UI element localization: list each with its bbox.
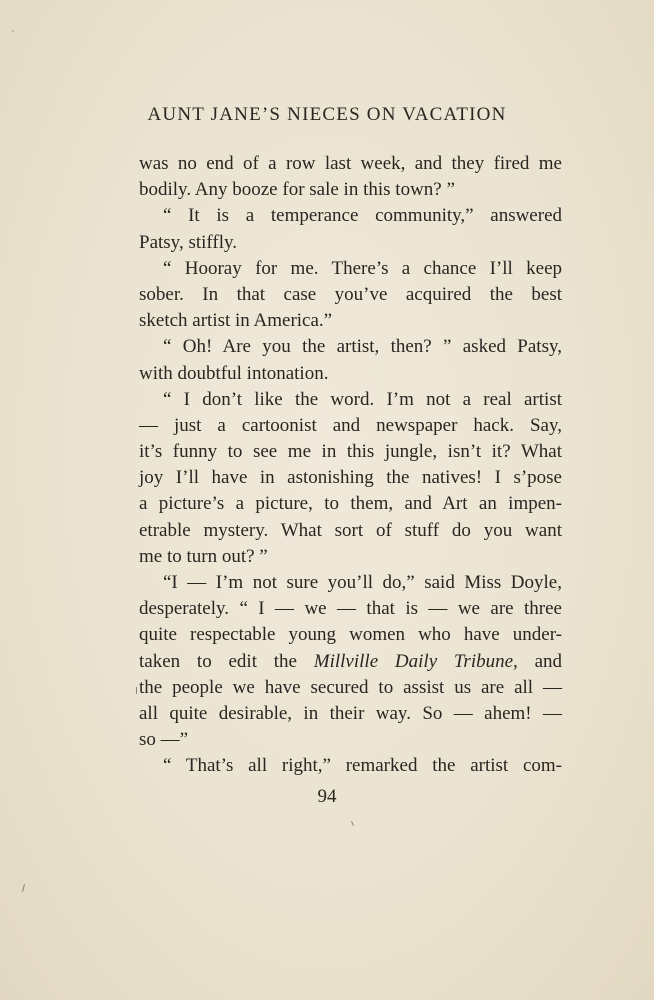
- text-line: “ It is a temperance community,” answered: [163, 205, 562, 227]
- text-line: desperately. “ I — we — that is — we are three: [139, 598, 562, 620]
- body-text: [139, 151, 562, 780]
- text-line: Patsy, stiffly.: [139, 231, 237, 253]
- paper-speck: [136, 687, 137, 694]
- text-line: “I — I’m not sure you’ll do,” said Miss Doyle,: [163, 572, 562, 593]
- text-line: me to turn out? ”: [139, 545, 268, 567]
- paper-speck: [22, 884, 25, 892]
- text-line: bodily. Any booze for sale in this town? ”: [139, 179, 455, 201]
- text-line: the people we have secured to assist us are all —: [139, 676, 562, 698]
- text-line: etrable mystery. What sort of stuff do you want: [139, 519, 562, 541]
- text-line: — just a cartoonist and newspaper hack. Say,: [139, 414, 562, 436]
- text-line: “ Hooray for me. There’s a chance I’ll keep: [163, 257, 562, 279]
- text-line: joy I’ll have in astonishing the natives! I s’pose: [139, 467, 562, 489]
- text-line: “ Oh! Are you the artist, then? ” asked Patsy,: [163, 336, 562, 358]
- text-line: sketch artist in America.”: [139, 310, 333, 332]
- text-line: with doubtful intonation.: [139, 362, 329, 384]
- paper-speck: [12, 30, 14, 32]
- text-line: “ That’s all right,” remarked the artist com-: [163, 755, 562, 777]
- text-line: a picture’s a picture, to them, and Art an impen-: [139, 493, 562, 515]
- running-head: AUNT JANE’S NIECES ON VACATION: [147, 104, 507, 125]
- text-line: it’s funny to see me in this jungle, isn’t it? What: [139, 441, 562, 463]
- newspaper-title: Millville Daily Tribune,: [313, 650, 518, 672]
- text-span: taken to edit the: [139, 650, 314, 672]
- text-line: all quite desirable, in their way. So — ahem! —: [139, 702, 562, 724]
- text-line: so —”: [139, 729, 189, 751]
- paper-speck: [351, 821, 354, 826]
- text-line: was no end of a row last week, and they fired me: [139, 153, 562, 174]
- page-number: 94: [317, 786, 337, 807]
- text-line: sober. In that case you’ve acquired the best: [139, 283, 562, 305]
- text-span: and: [517, 650, 562, 672]
- text-line: “ I don’t like the word. I’m not a real artist: [163, 388, 562, 410]
- text-line-italic-title: [139, 649, 562, 675]
- text-line: quite respectable young women who have under-: [139, 624, 562, 646]
